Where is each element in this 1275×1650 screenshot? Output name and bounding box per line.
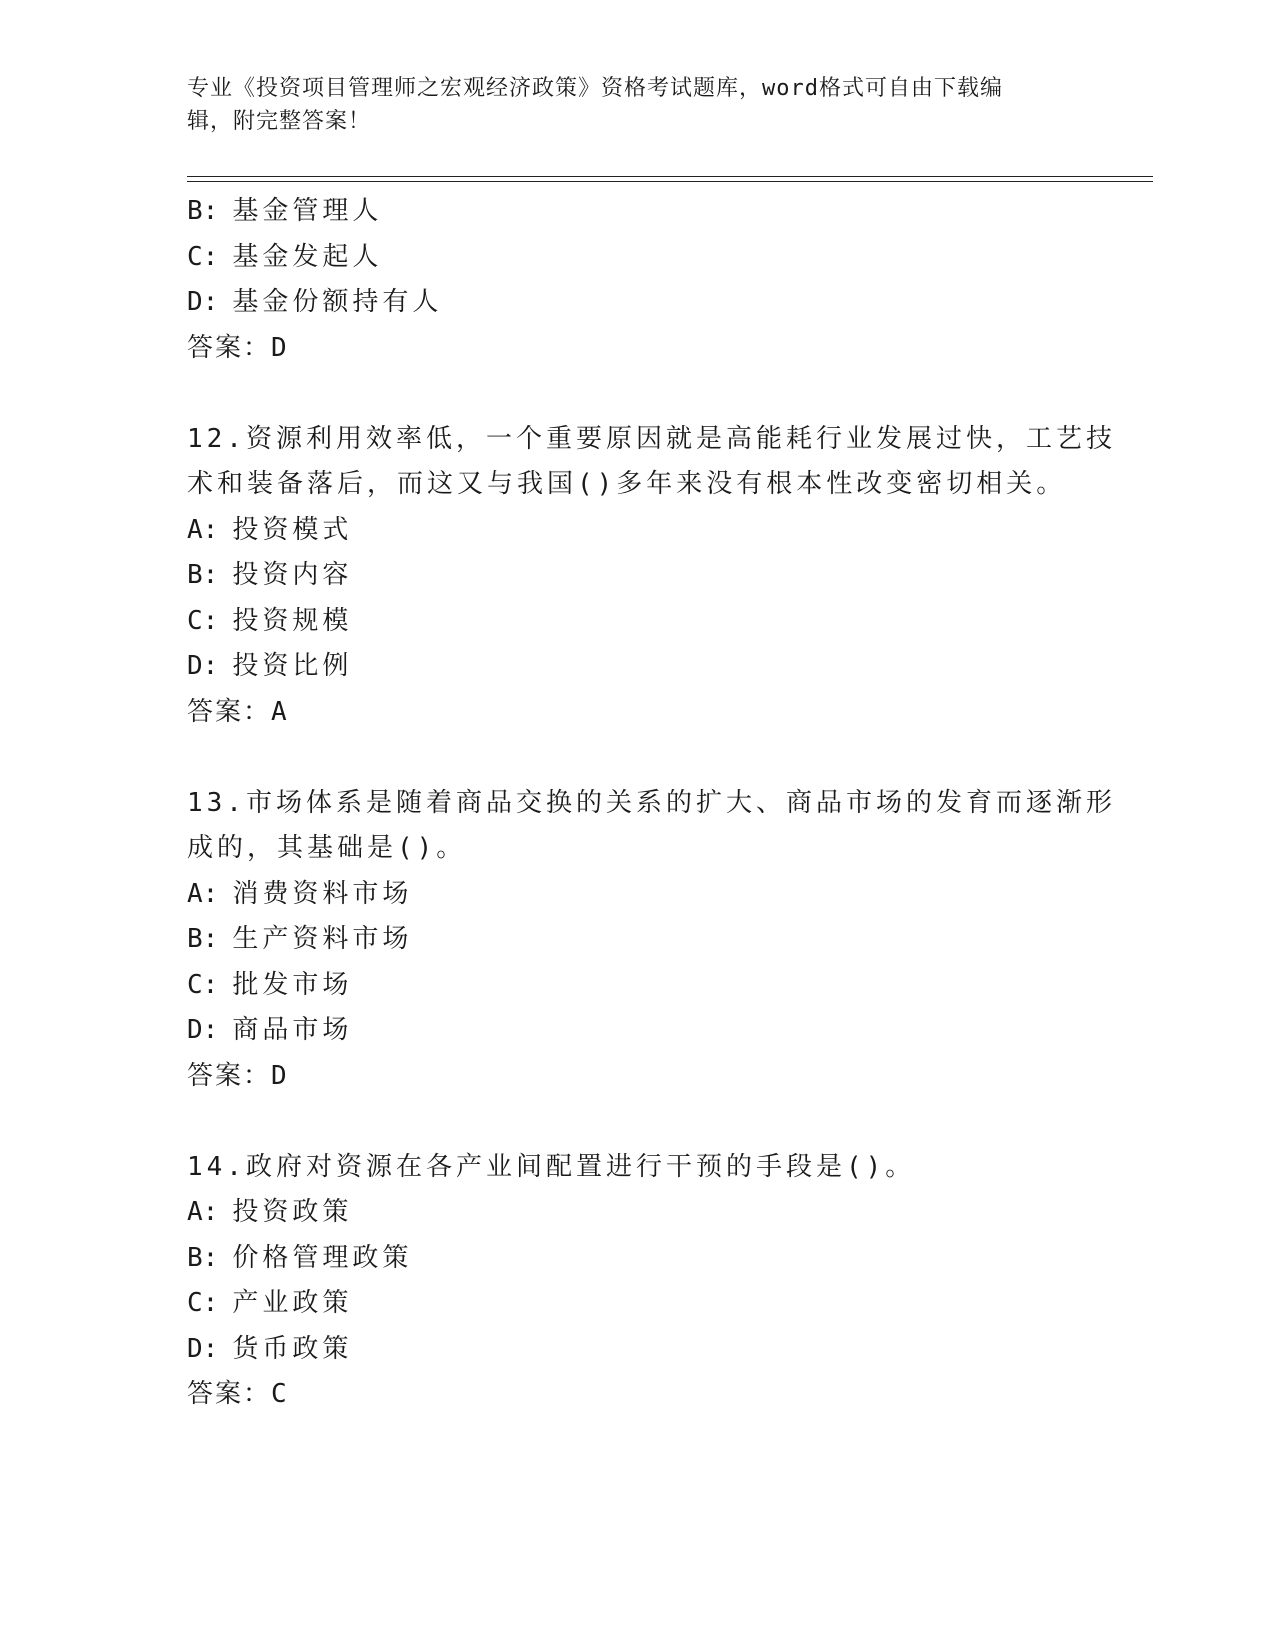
question-11-continued [187, 189, 1087, 371]
answer-line: 答案：A [187, 696, 289, 727]
option-key: C: [187, 1288, 219, 1318]
option-text: 基金发起人 [232, 241, 383, 272]
header-divider-top [187, 176, 1153, 177]
option-key: C: [187, 969, 219, 1000]
option-text: 货币政策 [232, 1333, 353, 1364]
spacer [187, 735, 1087, 781]
option-text: 消费资料市场 [232, 878, 413, 909]
option-key: D: [187, 1333, 219, 1364]
option-text: 商品市场 [232, 1015, 353, 1045]
question-stem-line-2: 术和装备落后，而这又与我国()多年来没有根本性改变密切相关。 [187, 469, 1067, 499]
option-text: 投资规模 [232, 605, 353, 636]
option-key: D: [187, 287, 219, 317]
spacer [187, 1099, 1087, 1145]
option-row [187, 1190, 1087, 1236]
option-row [187, 508, 1087, 554]
option-key: C: [187, 605, 219, 636]
option-text: 产业政策 [232, 1288, 353, 1318]
option-text: 投资比例 [232, 651, 353, 681]
question-list [187, 189, 1116, 1418]
question-stem-line-2: 成的，其基础是()。 [187, 833, 467, 863]
option-key: A: [187, 1197, 219, 1227]
option-key: B: [187, 1242, 219, 1273]
option-text: 生产资料市场 [232, 924, 413, 954]
option-row [187, 1327, 1087, 1373]
answer-line: 答案：D [187, 1060, 289, 1091]
document-header [187, 72, 1087, 138]
option-key: B: [187, 560, 219, 590]
option-row [187, 599, 1087, 645]
option-row [187, 235, 1087, 281]
option-row [187, 963, 1087, 1009]
option-text: 基金管理人 [232, 196, 383, 226]
header-divider-bottom [187, 181, 1153, 182]
option-row [187, 872, 1087, 918]
option-key: D: [187, 1015, 219, 1045]
option-key: A: [187, 878, 219, 909]
option-key: A: [187, 514, 219, 545]
option-text: 投资模式 [232, 514, 353, 545]
option-row [187, 1236, 1087, 1282]
header-line-1: 专业《投资项目管理师之宏观经济政策》资格考试题库，word格式可自由下载编 [187, 76, 1003, 101]
option-row [187, 1008, 1087, 1054]
option-row [187, 189, 1087, 235]
option-row [187, 644, 1087, 690]
spacer [187, 371, 1087, 417]
question-12 [187, 417, 1116, 736]
question-14 [187, 1145, 1087, 1418]
option-row [187, 280, 1087, 326]
option-text: 批发市场 [232, 969, 353, 1000]
question-stem-line-1: 14.政府对资源在各产业间配置进行干预的手段是()。 [187, 1151, 916, 1182]
option-row [187, 1281, 1087, 1327]
option-key: C: [187, 241, 219, 272]
question-13 [187, 781, 1116, 1100]
option-row [187, 917, 1087, 963]
question-stem-line-1: 12.资源利用效率低，一个重要原因就是高能耗行业发展过快，工艺技 [187, 423, 1116, 454]
option-text: 投资内容 [232, 560, 353, 590]
option-text: 投资政策 [232, 1197, 353, 1227]
option-row [187, 553, 1087, 599]
answer-line: 答案：C [187, 1379, 289, 1409]
header-line-2: 辑，附完整答案！ [187, 109, 372, 134]
answer-line: 答案：D [187, 332, 289, 363]
option-key: B: [187, 924, 219, 954]
option-key: B: [187, 196, 219, 226]
option-text: 价格管理政策 [232, 1242, 413, 1273]
option-text: 基金份额持有人 [232, 287, 443, 317]
option-key: D: [187, 651, 219, 681]
question-stem-line-1: 13.市场体系是随着商品交换的关系的扩大、商品市场的发育而逐渐形 [187, 787, 1116, 818]
